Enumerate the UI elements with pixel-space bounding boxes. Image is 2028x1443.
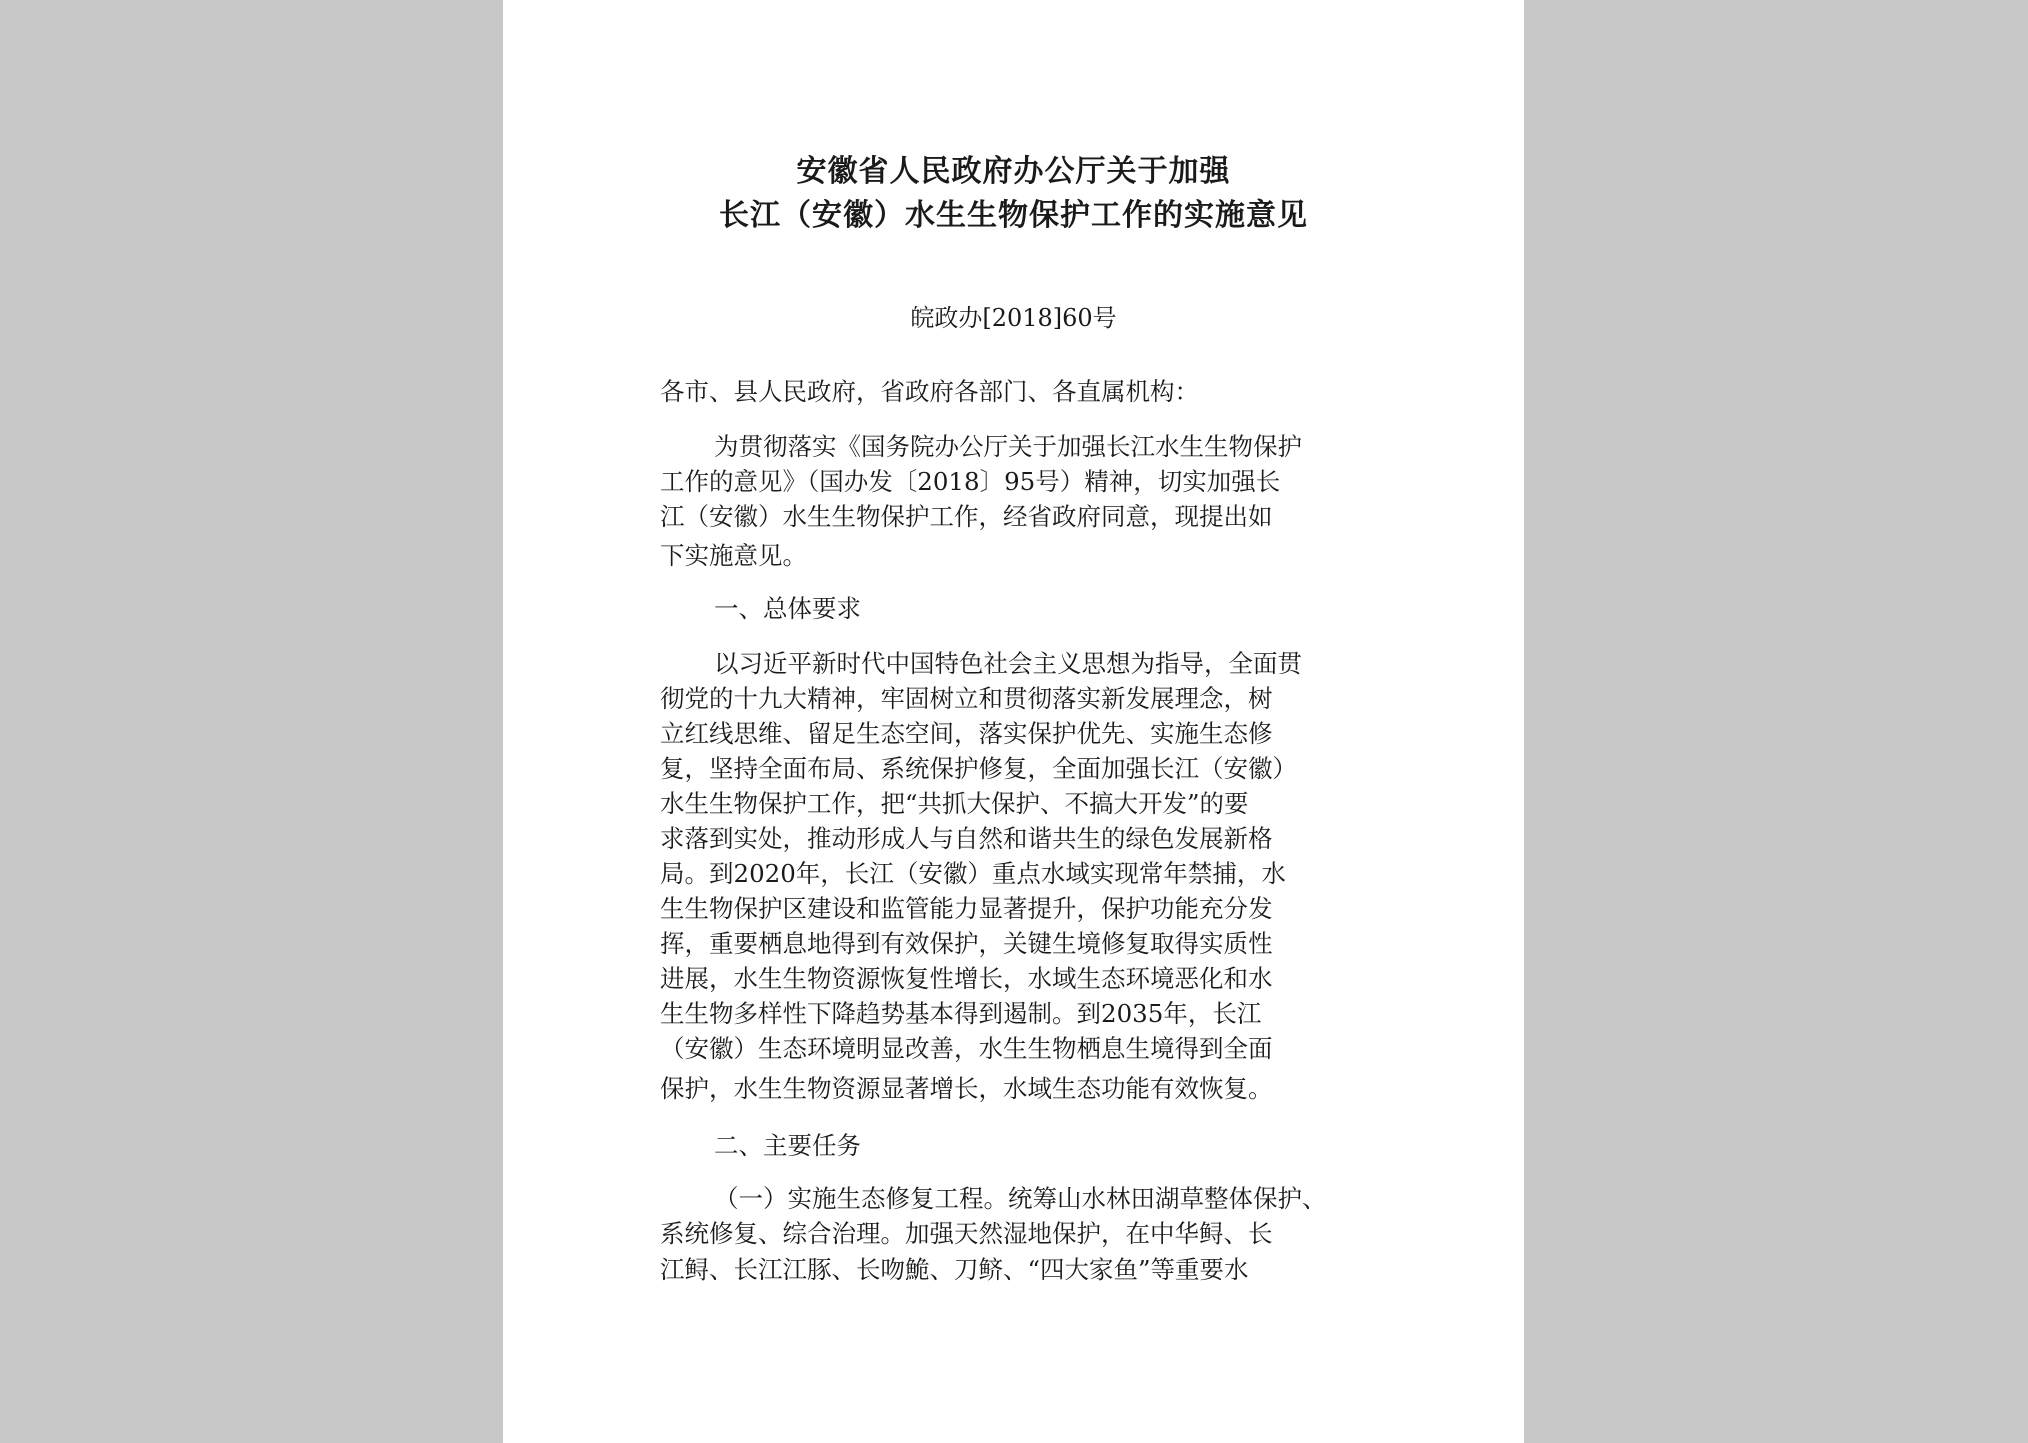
document-title-line-1: 安徽省人民政府办公厅关于加强 — [796, 154, 1231, 189]
paragraph-line: （一）实施生态修复工程。统筹山水林田湖草整体保护、 — [714, 1184, 1327, 1213]
paragraph-line: 保护，水生生物资源显著增长，水域生态功能有效恢复。 — [660, 1074, 1273, 1103]
document-page — [503, 0, 1524, 1443]
intro-line: 为贯彻落实《国务院办公厅关于加强长江水生生物保护 — [714, 432, 1302, 461]
paragraph-line: 立红线思维、留足生态空间，落实保护优先、实施生态修 — [660, 719, 1273, 748]
paragraph-line: 生生物多样性下降趋势基本得到遏制。到2035年，长江 — [660, 999, 1262, 1028]
paragraph-line: （安徽）生态环境明显改善，水生生物栖息生境得到全面 — [660, 1034, 1273, 1063]
paragraph-line: 求落到实处，推动形成人与自然和谐共生的绿色发展新格 — [660, 824, 1273, 853]
paragraph-line: 水生生物保护工作，把“共抓大保护、不搞大开发”的要 — [660, 789, 1249, 818]
section-heading-1: 一、总体要求 — [714, 594, 861, 623]
intro-line: 下实施意见。 — [660, 541, 807, 570]
section-heading-2: 二、主要任务 — [714, 1131, 861, 1160]
paragraph-line: 复，坚持全面布局、系统保护修复，全面加强长江（安徽） — [660, 754, 1297, 783]
addressee: 各市、县人民政府，省政府各部门、各直属机构： — [660, 377, 1199, 406]
paragraph-line: 系统修复、综合治理。加强天然湿地保护，在中华鲟、长 — [660, 1219, 1273, 1248]
paragraph-line: 挥，重要栖息地得到有效保护，关键生境修复取得实质性 — [660, 929, 1273, 958]
intro-line: 工作的意见》（国办发〔2018〕95号）精神，切实加强长 — [660, 467, 1281, 496]
document-title-line-2: 长江（安徽）水生生物保护工作的实施意见 — [719, 198, 1308, 233]
paragraph-line: 彻党的十九大精神，牢固树立和贯彻落实新发展理念，树 — [660, 684, 1273, 713]
document-number: 皖政办[2018]60号 — [910, 304, 1117, 332]
paragraph-line: 局。到2020年，长江（安徽）重点水域实现常年禁捕，水 — [660, 859, 1286, 888]
intro-line: 江（安徽）水生生物保护工作，经省政府同意，现提出如 — [660, 502, 1273, 531]
paragraph-line: 江鲟、长江江豚、长吻鮠、刀鲚、“四大家鱼”等重要水 — [660, 1255, 1249, 1284]
paragraph-line: 以习近平新时代中国特色社会主义思想为指导，全面贯 — [714, 649, 1302, 678]
paragraph-line: 进展，水生生物资源恢复性增长，水域生态环境恶化和水 — [660, 964, 1273, 993]
paragraph-line: 生生物保护区建设和监管能力显著提升，保护功能充分发 — [660, 894, 1273, 923]
